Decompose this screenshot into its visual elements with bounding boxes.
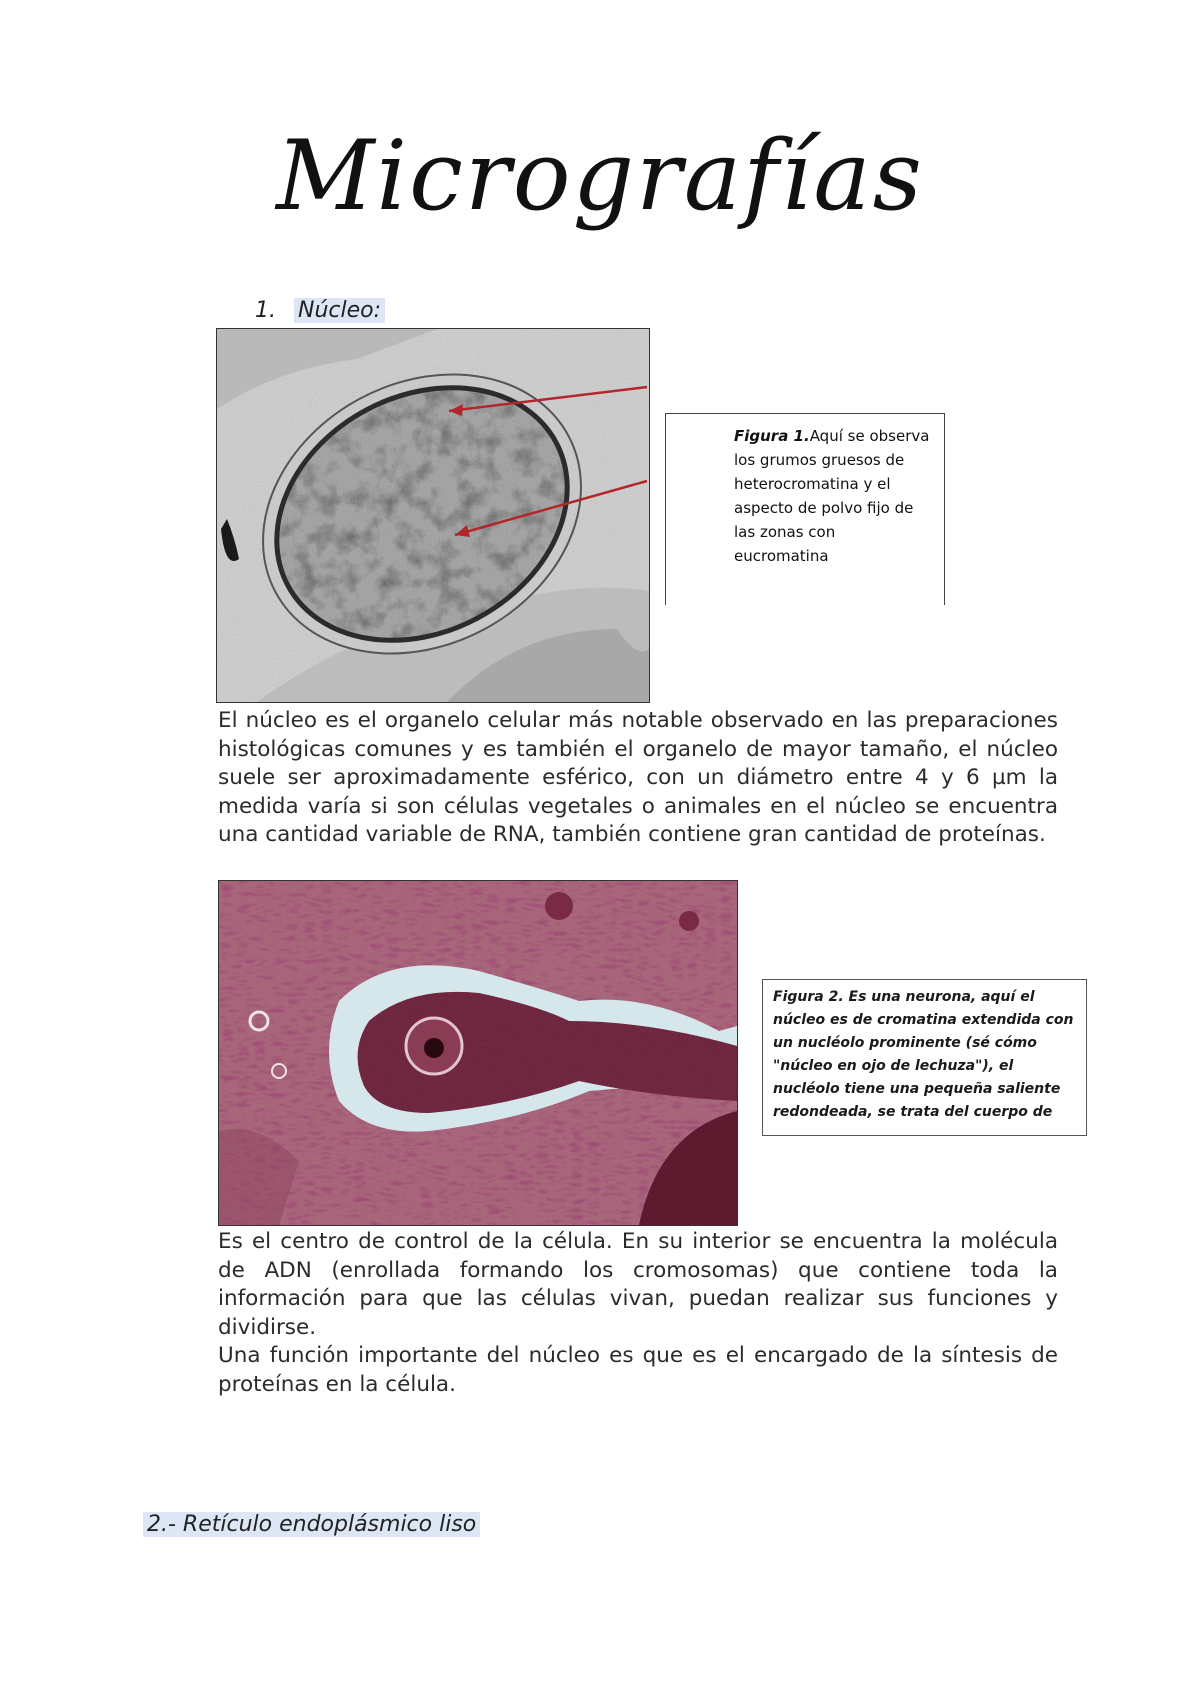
paragraph-protein-synthesis: Una función importante del núcleo es que es el encargado de la síntesis de proteínas en la célula. <box>218 1343 1058 1397</box>
micrograph-nucleus-electron <box>216 328 650 703</box>
page-title: Micrografías <box>276 120 924 232</box>
paragraph-nucleus-function: Es el centro de control de la célula. En su interior se encuentra la molécula de ADN (enrollada formando los cromosomas) que contiene toda la información para que las células vivan, puedan realizar sus funciones y dividirse. <box>218 1229 1058 1340</box>
micrograph-nucleus-svg <box>217 329 649 702</box>
micrograph-neuron-svg <box>219 881 737 1225</box>
figure-1-label: Figura 1. <box>734 427 810 445</box>
figure-1-caption-text: Aquí se observa los grumos gruesos de heterocromatina y el aspecto de polvo fijo de las zonas con eucromatina <box>734 427 930 565</box>
section-heading-nucleo <box>255 298 385 323</box>
figure-1-caption <box>665 413 945 605</box>
section-heading-reticulo: 2.- Retículo endoplásmico liso <box>143 1512 480 1537</box>
paragraph-nucleus-description: El núcleo es el organelo celular más notable observado en las preparaciones histológicas comunes y es también el organelo de mayor tamaño, el núcleo suele ser aproximadamente esférico, con un diámetro entre 4 y 6 µm la medida varía si son células vegetales o animales en el núcleo se encuentra una cantidad variable de RNA, también contiene gran cantidad de proteínas. <box>218 708 1058 847</box>
section-number: 1. <box>255 298 276 323</box>
micrograph-neuron-stained <box>218 880 738 1226</box>
figure-2-caption: Figura 2. Es una neurona, aquí el núcleo es de cromatina extendida con un nucléolo prominente (sé cómo "núcleo en ojo de lechuza"), el nucléolo tiene una pequeña saliente redondeada, se trata del cuerpo de <box>762 979 1087 1136</box>
section-heading-text: Núcleo: <box>294 298 385 323</box>
